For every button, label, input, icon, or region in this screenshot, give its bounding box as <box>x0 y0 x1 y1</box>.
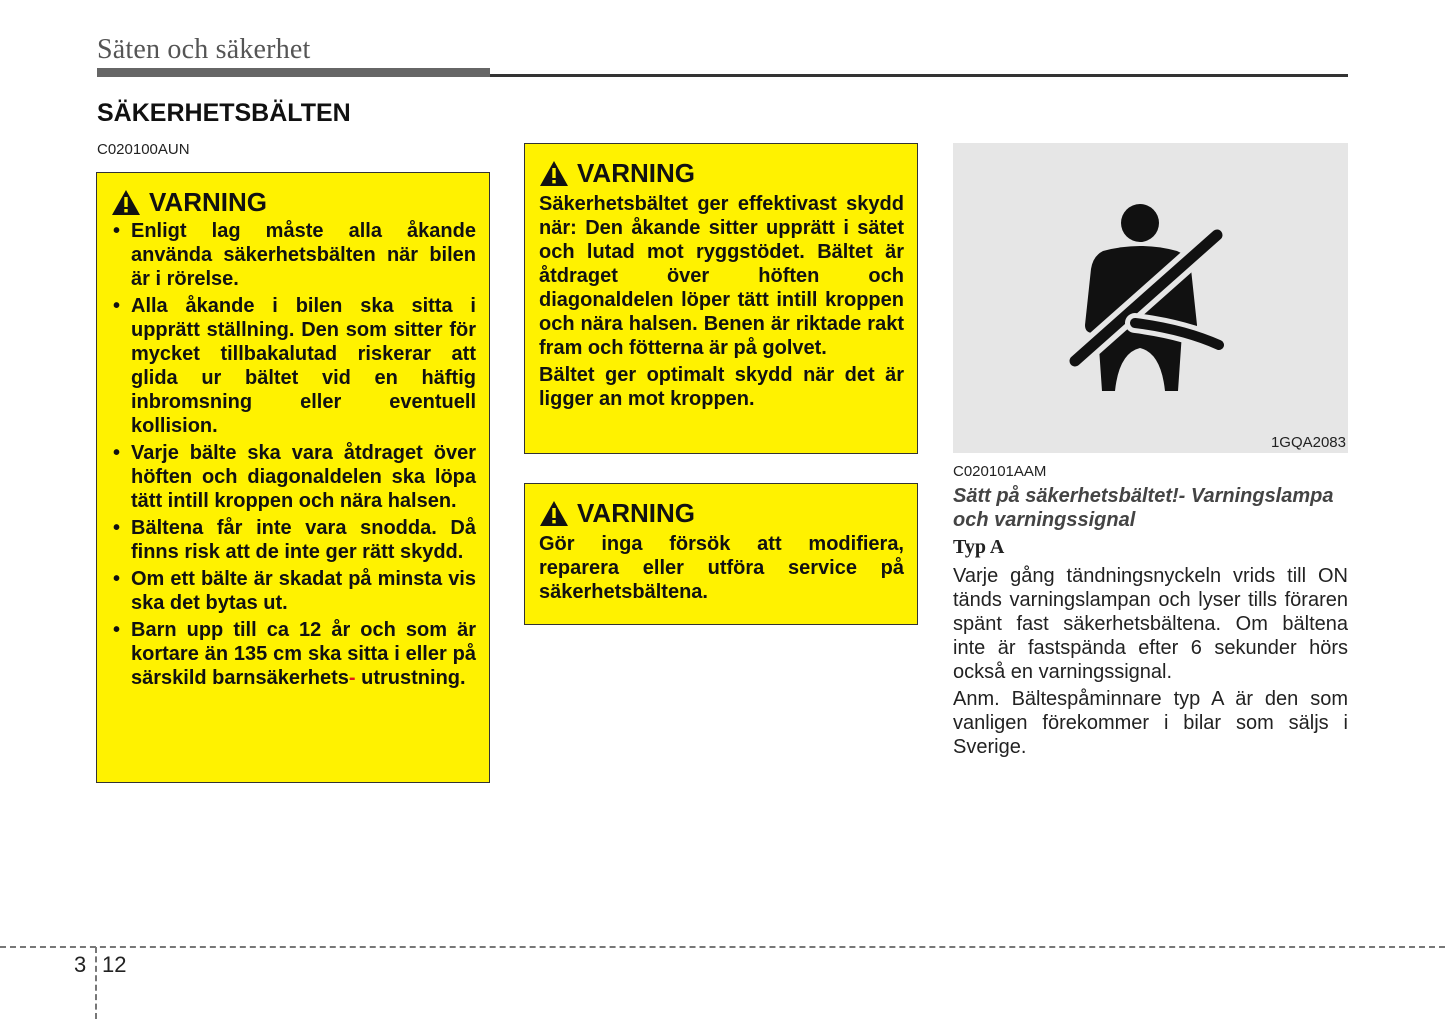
red-hyphen: - <box>348 667 356 689</box>
body-paragraph: Anm. Bältespåminnare typ A är den som vanligen förekommer i bilar som säljs i Sverige. <box>953 688 1348 758</box>
warning-heading-label: VARNING <box>577 498 695 528</box>
body-paragraph: Varje gång tändningsnyckeln vrids till ON tänds varningslampan och lyser tills föraren spänt fast säkerhetsbältena. Om bältena inte är fastspända efter 6 sekunder hörs också en varningssignal. <box>953 565 1348 683</box>
warning-paragraph: Säkerhetsbältet ger effektivast skydd när: Den åkande sitter upprätt i sätet och lutad mot ryggstödet. Bältet är åtdraget över höften och diagonaldelen löper tätt intill kroppen och nära halsen. Benen är riktade rakt fram och fötterna är på golvet. <box>539 193 904 359</box>
warning-paragraph: Gör inga försök att modifiera, reparera eller utföra service på säkerhetsbältena. <box>539 533 904 603</box>
footer-dashed-divider <box>95 947 97 1019</box>
subsection-code: C020101AAM <box>953 463 1047 480</box>
page-number: 12 <box>102 952 127 977</box>
warning-heading-label: VARNING <box>149 187 267 217</box>
warning-heading-label: VARNING <box>577 158 695 188</box>
warning-heading <box>111 187 476 217</box>
warning-list-item-text-end: utrustning. <box>361 667 466 689</box>
warning-list-item: • Bältena får inte vara snodda. Då finns risk att de inte ger rätt skydd. <box>111 516 476 564</box>
warning-heading <box>539 158 904 188</box>
warning-triangle-icon <box>539 500 569 527</box>
header-rule-thick <box>97 68 490 77</box>
subsection-heading: Sätt på säkerhetsbältet!- Varningslampa och varningssignal <box>953 485 1334 531</box>
seatbelt-figure <box>953 143 1348 453</box>
warning-list-item: • Alla åkande i bilen ska sitta i upprätt ställning. Den som sitter för mycket tillbakalutad riskerar att glida ur bältet vid en häftig inbromsning eller eventuell kollision. <box>111 294 476 438</box>
warning-paragraph: Bältet ger optimalt skydd när det är ligger an mot kroppen. <box>539 364 904 410</box>
section-code: C020100AUN <box>97 141 190 158</box>
warning-text <box>539 192 904 411</box>
chapter-number: 3 <box>74 952 87 977</box>
warning-list-item <box>111 618 476 690</box>
section-title: SÄKERHETSBÄLTEN <box>97 99 351 127</box>
figure-code: 1GQA2083 <box>1270 434 1346 451</box>
type-label: Typ A <box>953 536 1005 558</box>
warning-text <box>539 532 904 604</box>
seatbelt-warning-icon <box>953 143 1348 453</box>
header-rule-thin <box>490 74 1348 77</box>
warning-list <box>111 219 476 690</box>
warning-heading <box>539 498 904 528</box>
page-header-title: Säten och säkerhet <box>97 34 311 65</box>
warning-list-item: • Enligt lag måste alla åkande använda säkerhetsbälten när bilen är i rörelse. <box>111 219 476 291</box>
warning-list-item: • Varje bälte ska vara åtdraget över höften och diagonaldelen ska löpa tätt intill kroppen och nära halsen. <box>111 441 476 513</box>
warning-list-item-text: Barn upp till ca 12 år och som är kortare än 135 cm ska sitta i eller på särskild barnsäkerhets <box>131 619 476 689</box>
warning-list-item: • Om ett bälte är skadat på minsta vis ska det bytas ut. <box>111 567 476 615</box>
footer-dashed-rule <box>0 946 1445 948</box>
warning-box-middle-bottom <box>524 483 918 625</box>
warning-triangle-icon <box>539 160 569 187</box>
warning-box-middle-top <box>524 143 918 454</box>
warning-box-left <box>96 172 490 783</box>
warning-triangle-icon <box>111 189 141 216</box>
